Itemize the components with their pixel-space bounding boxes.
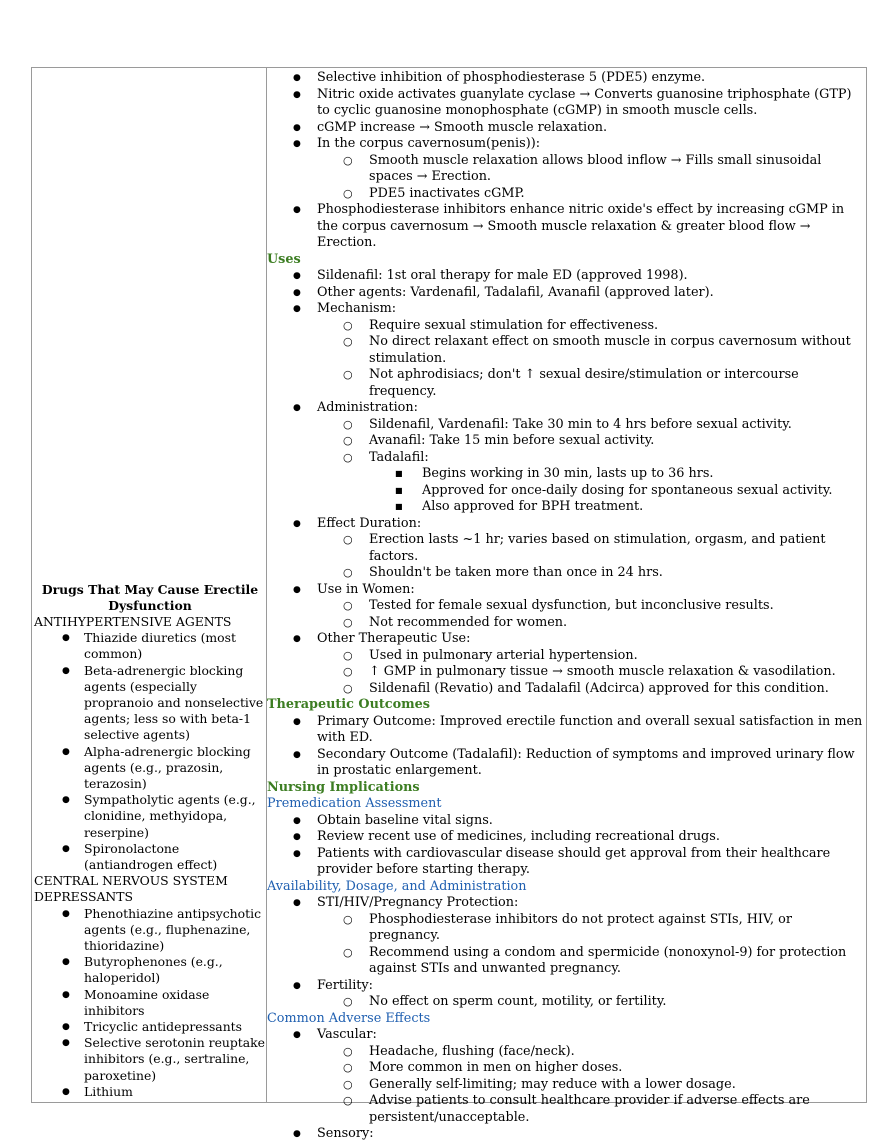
list-item: ● Secondary Outcome (Tadalafil): Reduction of symptoms and improved urinary flow in prostatic enlargement. [267,747,866,780]
sublist [317,994,866,1011]
list-item-label: In the corpus cavernosum(penis)): [317,136,541,151]
list-item [267,1027,866,1126]
sublist [317,153,866,203]
uses-heading: Uses [267,251,301,267]
premedication-heading: Premedication Assessment [267,796,442,811]
list-item [267,516,866,582]
list-item [267,978,866,1011]
sublist-item: ○ ↑ GMP in pulmonary tissue → smooth muscle relaxation & vasodilation. [267,664,866,681]
adverse-effects-heading: Common Adverse Effects [267,1010,431,1026]
list-item: ● Phosphodiesterase inhibitors enhance nitric oxide's effect by increasing cGMP in the corpus cavernosum → Smooth muscle relaxation & greater blood flow → Erection. [267,202,866,252]
sub-sublist [369,466,866,516]
cns-depressant-list [34,906,266,1100]
sublist [317,318,866,401]
mechanism-list [267,70,866,252]
sublist-item: ○ Headache, flushing (face/neck). [267,1044,866,1061]
list-item: ● Selective inhibition of phosphodiesterase 5 (PDE5) enzyme. [267,70,866,87]
sublist-item: ○ Phosphodiesterase inhibitors do not protect against STIs, HIV, or pregnancy. [267,912,866,945]
sublist-item: ○ Require sexual stimulation for effectiveness. [267,318,866,335]
sublist-item: ○ Not recommended for women. [267,615,866,632]
sublist [317,912,866,978]
list-item: ● Nitric oxide activates guanylate cyclase → Converts guanosine triphosphate (GTP) to cyclic guanosine monophosphate (cGMP) in smooth muscle cells. [267,87,866,120]
sublist-item: ○ Sildenafil (Revatio) and Tadalafil (Adcirca) approved for this condition. [267,681,866,698]
list-item: ● Primary Outcome: Improved erectile function and overall sexual satisfaction in men with ED. [267,714,866,747]
sublist-item [267,450,866,516]
sublist [317,598,866,631]
list-item: ● Monoamine oxidase inhibitors [34,987,266,1019]
sub-sublist-item: ■ Begins working in 30 min, lasts up to 36 hrs. [267,466,866,483]
list-item: ● Review recent use of medicines, including recreational drugs. [267,829,866,846]
list-item: ● Tricyclic antidepressants [34,1019,266,1035]
category-heading: ANTIHYPERTENSIVE AGENTS [34,613,232,629]
list-item [267,582,866,632]
list-item: ● Selective serotonin reuptake inhibitors (e.g., sertraline, paroxetine) [34,1035,266,1084]
list-item [267,400,866,516]
nursing-heading: Nursing Implications [267,779,420,795]
sub-sublist-item: ■ Approved for once-daily dosing for spontaneous sexual activity. [267,483,866,500]
list-item-label: Other Therapeutic Use: [317,631,471,646]
list-item-label: Administration: [317,400,418,415]
sublist [317,648,866,698]
sublist-item: ○ Used in pulmonary arterial hypertension. [267,648,866,665]
right-column [267,68,866,1141]
sublist [317,1044,866,1127]
list-item: ● Sympatholytic agents (e.g., clonidine, methyidopa, reserpine) [34,792,266,841]
drug-table [31,67,867,1141]
list-item [267,631,866,697]
list-item: ● Lithium [34,1084,266,1100]
sublist-item: ○ Shouldn't be taken more than once in 24 hrs. [267,565,866,582]
list-item: ● Butyrophenones (e.g., haloperidol) [34,954,266,986]
list-item: ● Patients with cardiovascular disease should get approval from their healthcare provider before starting therapy. [267,846,866,879]
sublist [317,532,866,582]
list-item-label: Effect Duration: [317,515,422,531]
availability-heading: Availability, Dosage, and Administration [267,878,527,894]
sublist-item: ○ Not aphrodisiacs; don't ↑ sexual desire/stimulation or intercourse frequency. [267,367,866,400]
list-item-label: STI/HIV/Pregnancy Protection: [317,895,519,910]
sublist [317,417,866,516]
left-column [32,68,267,1102]
list-item-label: Vascular: [317,1027,377,1042]
sublist-item: ○ Recommend using a condom and spermicide (nonoxynol-9) for protection against STIs and unwanted pregnancy. [267,945,866,978]
list-item: ● cGMP increase → Smooth muscle relaxation. [267,120,866,137]
list-item: ● Sensory: [267,1126,866,1143]
list-item: ● Beta-adrenergic blocking agents (especially propranoio and nonselective agents; less so with beta-1 selective agents) [34,663,266,744]
outcomes-heading: Therapeutic Outcomes [267,697,430,712]
sublist-item: ○ Generally self-limiting; may reduce with a lower dosage. [267,1077,866,1094]
list-item [267,895,866,978]
adverse-effects-list [267,1027,866,1143]
list-item: ● Other agents: Vardenafil, Tadalafil, Avanafil (approved later). [267,285,866,302]
list-item: ● Obtain baseline vital signs. [267,813,866,830]
sublist-item: ○ Avanafil: Take 15 min before sexual activity. [267,433,866,450]
list-item: ● Phenothiazine antipsychotic agents (e.g., fluphenazine, thioridazine) [34,906,266,955]
erectile-dysfunction-drug-list [34,582,266,1101]
sublist-item: ○ Smooth muscle relaxation allows blood inflow → Fills small sinusoidal spaces → Erection. [267,153,866,186]
sublist-item: ○ No effect on sperm count, motility, or fertility. [267,994,866,1011]
left-title: Drugs That May Cause Erectile Dysfunction [41,581,259,613]
sublist-item: ○ Tested for female sexual dysfunction, but inconclusive results. [267,598,866,615]
list-item: ● Thiazide diuretics (most common) [34,630,266,662]
sublist-item: ○ Advise patients to consult healthcare provider if adverse effects are persistent/unacceptable. [267,1093,866,1126]
list-item: ● Spironolactone (antiandrogen effect) [34,841,266,873]
sublist-item: ○ No direct relaxant effect on smooth muscle in corpus cavernosum without stimulation. [267,334,866,367]
uses-list [267,268,866,697]
sublist-item: ○ Sildenafil, Vardenafil: Take 30 min to 4 hrs before sexual activity. [267,417,866,434]
sublist-item: ○ More common in men on higher doses. [267,1060,866,1077]
list-item: ● Sildenafil: 1st oral therapy for male ED (approved 1998). [267,268,866,285]
outcomes-list [267,714,866,780]
list-item-label: Mechanism: [317,301,397,316]
list-item-label: Use in Women: [317,581,415,597]
sublist-item: ○ Erection lasts ~1 hr; varies based on stimulation, orgasm, and patient factors. [267,532,866,565]
antihypertensive-list [34,630,266,873]
list-item [267,136,866,202]
sub-sublist-item: ■ Also approved for BPH treatment. [267,499,866,516]
premedication-list [267,813,866,879]
category-heading: CENTRAL NERVOUS SYSTEM DEPRESSANTS [34,873,228,905]
list-item: ● Alpha-adrenergic blocking agents (e.g., prazosin, terazosin) [34,744,266,793]
sublist-item: ○ PDE5 inactivates cGMP. [267,186,866,203]
sublist-item-label: Tadalafil: [369,449,429,465]
list-item [267,301,866,400]
availability-list [267,895,866,1011]
list-item-label: Fertility: [317,977,373,993]
